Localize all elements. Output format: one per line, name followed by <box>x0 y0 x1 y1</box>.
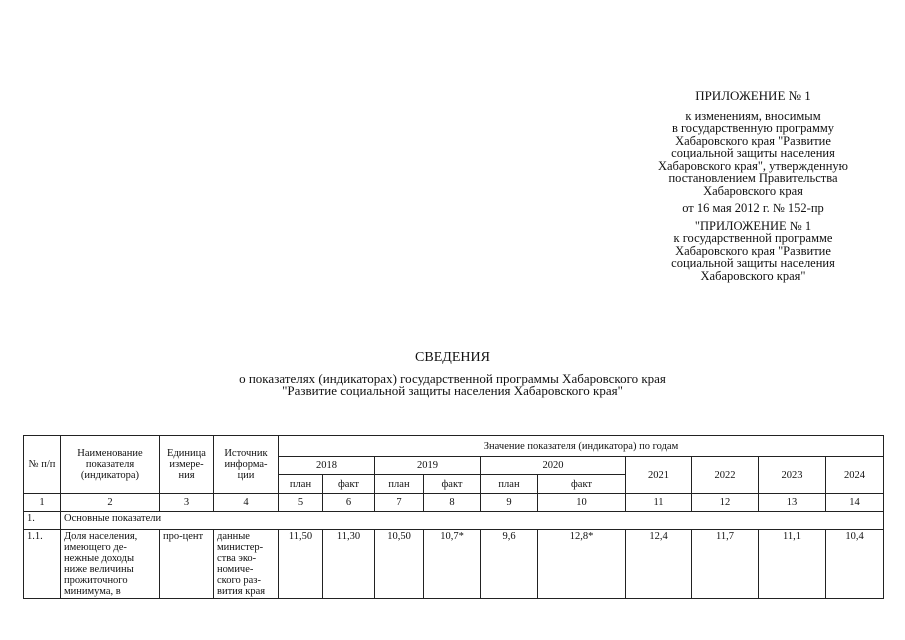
appendix-line: Хабаровского края", утвержденную <box>657 158 849 173</box>
row-number: 1.1. <box>24 530 61 599</box>
appendix-quote-line: "ПРИЛОЖЕНИЕ № 1 <box>694 218 812 233</box>
section-number: 1. <box>24 512 61 530</box>
appendix-quote-line: Хабаровского края "Развитие <box>675 243 831 258</box>
appendix-line: Хабаровского края "Развитие <box>675 133 831 148</box>
heading-title: СВЕДЕНИЯ <box>415 350 490 365</box>
column-number: 12 <box>692 494 759 512</box>
header-name: Наименование показателя (индикатора) <box>61 436 160 494</box>
header-fact: факт <box>538 475 626 494</box>
column-number: 9 <box>481 494 538 512</box>
header-plan: план <box>279 475 323 494</box>
row-unit: про-цент <box>160 530 214 599</box>
appendix-line: к изменениям, вносимым <box>685 108 821 123</box>
heading-line: о показателях (индикаторах) государственной программы Хабаровского края <box>239 370 666 386</box>
header-num: № п/п <box>24 436 61 494</box>
column-number: 11 <box>626 494 692 512</box>
appendix-quote-line: социальной защиты населения <box>671 256 835 270</box>
header-year: 2020 <box>481 457 626 475</box>
appendix-line: социальной защиты населения <box>671 146 835 160</box>
heading-line: "Развитие социальной защиты населения Хабаровского края" <box>282 383 623 398</box>
column-number: 10 <box>538 494 626 512</box>
header-year: 2022 <box>692 457 759 494</box>
row-value: 11,1 <box>759 530 826 599</box>
header-fact: факт <box>323 475 375 494</box>
column-number: 6 <box>323 494 375 512</box>
row-source: данные министер-ства эко-номиче-ского раз-вития края <box>214 530 279 599</box>
document-heading <box>0 352 905 398</box>
column-number: 2 <box>61 494 160 512</box>
appendix-quote-line: Хабаровского края" <box>700 268 806 283</box>
header-values-by-year: Значение показателя (индикатора) по годам <box>279 436 884 457</box>
appendix-title: ПРИЛОЖЕНИЕ № 1 <box>695 88 811 103</box>
appendix-line: постановлением Правительства <box>668 171 838 185</box>
row-value: 10,50 <box>375 530 424 599</box>
header-year: 2023 <box>759 457 826 494</box>
section-row <box>24 512 884 530</box>
column-numbers-row <box>24 494 884 512</box>
indicators-table <box>23 435 884 599</box>
header-plan: план <box>481 475 538 494</box>
header-year: 2018 <box>279 457 375 475</box>
header-plan: план <box>375 475 424 494</box>
header-year: 2021 <box>626 457 692 494</box>
row-value: 12,4 <box>626 530 692 599</box>
appendix-line: Хабаровского края <box>703 183 803 198</box>
header-year: 2019 <box>375 457 481 475</box>
column-number: 1 <box>24 494 61 512</box>
column-number: 5 <box>279 494 323 512</box>
row-value: 11,7 <box>692 530 759 599</box>
header-row <box>24 436 884 457</box>
row-value: 11,30 <box>323 530 375 599</box>
row-value: 10,4 <box>826 530 884 599</box>
column-number: 3 <box>160 494 214 512</box>
section-title: Основные показатели <box>61 512 884 530</box>
appendix-line: в государственную программу <box>671 121 835 135</box>
appendix-quote-line: к государственной программе <box>673 231 833 245</box>
header-year: 2024 <box>826 457 884 494</box>
row-value: 10,7* <box>424 530 481 599</box>
column-number: 13 <box>759 494 826 512</box>
header-source: Источник информа-ции <box>214 436 279 494</box>
row-name: Доля населения, имеющего де-нежные доходы ниже величины прожиточного минимума, в <box>61 530 160 599</box>
table-row <box>24 530 884 599</box>
header-fact: факт <box>424 475 481 494</box>
column-number: 7 <box>375 494 424 512</box>
column-number: 4 <box>214 494 279 512</box>
row-value: 11,50 <box>279 530 323 599</box>
row-value: 9,6 <box>481 530 538 599</box>
appendix-block <box>628 90 878 282</box>
column-number: 8 <box>424 494 481 512</box>
header-unit: Единица измере-ния <box>160 436 214 494</box>
appendix-date: от 16 мая 2012 г. № 152-пр <box>682 201 824 215</box>
column-number: 14 <box>826 494 884 512</box>
row-value: 12,8* <box>538 530 626 599</box>
